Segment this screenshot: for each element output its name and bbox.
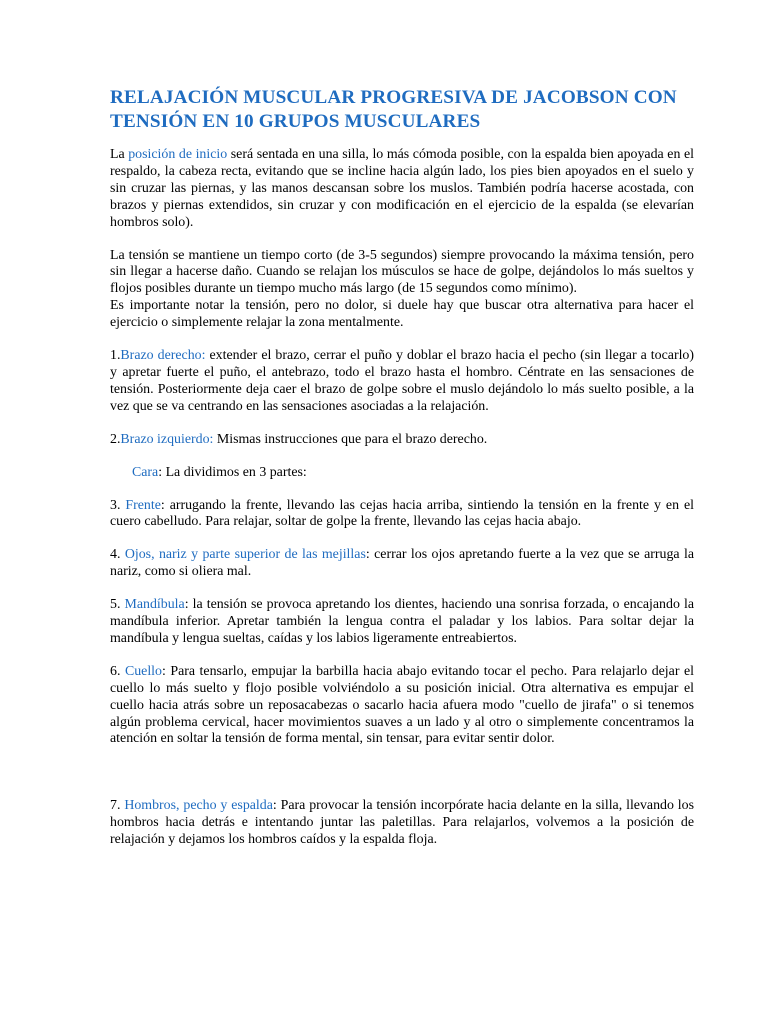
item-number: 4. [110, 547, 125, 563]
item-cara [110, 465, 694, 482]
item-brazo-derecho [110, 348, 694, 416]
item-label: Brazo derecho: [120, 348, 206, 364]
intro-pre: La [110, 147, 129, 162]
item-label: Hombros, pecho y espalda [124, 798, 273, 814]
item-text: : Para provocar la tensión incorpórate hacia delante en la silla, llevando los hombros hacia detrás e intentando juntar las paletillas. Para relajarlos, volvemos a la posición de relajación y dejamos los hombros caídos y la espalda floja. [110, 798, 695, 848]
item-number: 3. [110, 497, 126, 513]
item-ojos [110, 547, 694, 581]
item-label: Cara [132, 464, 159, 480]
item-number: 6. [110, 663, 125, 679]
item-frente [110, 498, 694, 532]
tension-paragraph: La tensión se mantiene un tiempo corto (de 3-5 segundos) siempre provocando la máxima tensión, pero sin llegar a hacerse daño. Cuando se relajan los músculos se hace de golpe, dejándolos lo más sueltos y flojos posibles durante un tiempo mucho más largo (de 15 segundos como mínimo). [110, 247, 694, 297]
item-number: 5. [110, 597, 125, 613]
item-text: extender el brazo, cerrar el puño y doblar el brazo hacia el pecho (sin llegar a tocarlo) y apretar fuerte el puño, el antebrazo, todo el brazo hasta el hombro. Céntrate en las sensaciones de tensión. Posteriormente deja caer el brazo de golpe sobre el muslo dejándolo lo más suelto posible, a la vez que se va centrando en las sensaciones asociadas a la relajación. [110, 348, 694, 414]
item-text: : Para tensarlo, empujar la barbilla hacia abajo evitando tocar el pecho. Para relajarlo dejar el cuello lo más suelto y flojo posible volviéndolo a su posición inicial. Otra alternativa es empujar el cuello hacia atrás sobre un reposacabezas o sacarlo hacia afuera modo "cuello de jirafa" o si tenemos algún problema cervical, hacer movimientos suaves a un lado y al otro o simplemente concentramos la atención en soltar la tensión de forma mental, sin tensar, para evitar sentir dolor. [110, 663, 694, 747]
intro-text: será sentada en una silla, lo más cómoda posible, con la espalda bien apoyada en el respaldo, la cabeza recta, evitando que se incline hacia algún lado, los pies bien apoyados en el suelo y sin cruzar las piernas, y las manos descansan sobre los muslos. También podría hacerse acostada, con brazos y piernas extendidos, sin cruzar y con modificación en el ejercicio de la espalda (se elevarían hombros solo). [110, 147, 694, 230]
item-hombros [110, 798, 694, 849]
item-text: : arrugando la frente, llevando las cejas hacia arriba, sintiendo la tensión en la frente y en el cuero cabelludo. Para relajar, soltar de golpe la frente, llevando las cejas hacia abajo. [110, 497, 695, 530]
item-number: 2. [110, 431, 121, 447]
item-text: : La dividimos en 3 partes: [158, 464, 307, 480]
item-number: 1. [110, 348, 121, 364]
document-title: RELAJACIÓN MUSCULAR PROGRESIVA DE JACOBSON CON TENSIÓN EN 10 GRUPOS MUSCULARES [110, 87, 677, 132]
intro-paragraph [110, 147, 694, 232]
intro-highlight: posición de inicio [128, 147, 228, 162]
item-text: : cerrar los ojos apretando fuerte a la vez que se arruga la nariz, como si oliera mal. [110, 547, 695, 580]
item-mandibula [110, 597, 694, 648]
item-label: Cuello [124, 663, 162, 679]
item-text: Mismas instrucciones que para el brazo derecho. [213, 431, 488, 447]
item-label: Frente [125, 497, 161, 513]
item-label: Brazo izquierdo: [120, 431, 214, 447]
item-label: Ojos, nariz y parte superior de las mejillas [124, 547, 366, 563]
tension-note-paragraph: Es importante notar la tensión, pero no dolor, si duele hay que buscar otra alternativa para hacer el ejercicio o simplemente relajar la zona mentalmente. [110, 298, 694, 331]
item-label: Mandíbula [124, 597, 185, 613]
document-page [110, 86, 694, 849]
item-brazo-izquierdo [110, 432, 694, 449]
item-text: : la tensión se provoca apretando los dientes, haciendo una sonrisa forzada, o encajando la mandíbula inferior. Apretar también la lengua contra el paladar y los labios. Para soltar dejar la mandíbula y lengua sueltas, caídas y los labios ligeramente entreabiertos. [110, 597, 695, 646]
item-number: 7. [110, 798, 125, 814]
item-cuello [110, 664, 694, 749]
